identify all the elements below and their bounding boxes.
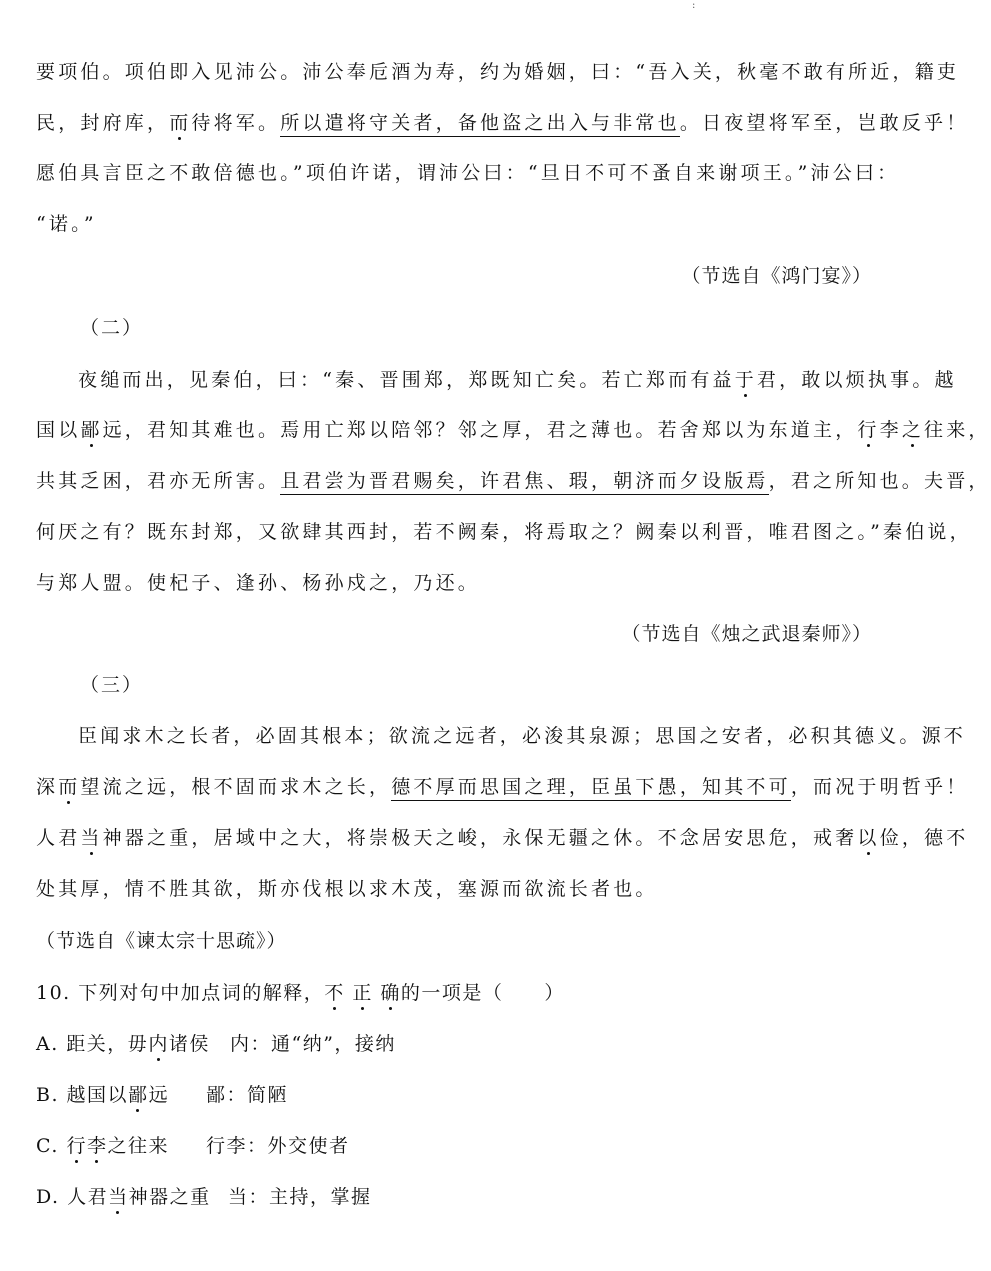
text-segment: 。日夜望将军至，岂敢反乎！ (679, 112, 969, 134)
option-gloss: 内：通“纳”，接纳 (230, 1033, 396, 1055)
dotted-char: 而 (58, 776, 81, 798)
passage2-line2 (36, 418, 991, 442)
text-segment: 的一项是（ ） (400, 982, 565, 1004)
text-segment: 望流之远，根不固而求木之长， (80, 776, 392, 798)
option-d[interactable] (36, 1185, 372, 1209)
passage1-line3: 愿伯具言臣之不敢倍德也。”项伯许诺，谓沛公曰：“旦日不可不蚤自来谢项王。”沛公曰： (36, 162, 900, 184)
text-segment: 国以 (36, 419, 81, 441)
passage3-line4: 处其厚，情不胜其欲，斯亦伐根以求木茂，塞源而欲流长者也。 (36, 878, 658, 900)
underlined-sentence: 德不厚而思国之理，臣虽下愚，知其不可 (391, 776, 791, 801)
text-segment: 10. 下列对句中加点词的解释， (36, 982, 325, 1004)
text-segment: ，君之所知也。夫晋， (768, 470, 991, 492)
dotted-char: 行 (66, 1135, 87, 1157)
option-gloss: 鄙：简陋 (206, 1084, 289, 1106)
dotted-char: 而 (169, 112, 192, 134)
text-segment: 深 (36, 776, 59, 798)
dotted-char: 鄙 (128, 1084, 149, 1106)
dotted-char: 于 (734, 369, 757, 391)
question-stem (36, 981, 565, 1005)
option-text: 远 (148, 1084, 170, 1106)
section-heading: （二） (80, 317, 144, 339)
passage2-line3 (36, 469, 991, 493)
option-gloss: 当：主持，掌握 (228, 1186, 372, 1208)
passage2-line1 (78, 368, 957, 392)
option-gloss: 行李：外交使者 (206, 1135, 350, 1157)
dotted-char: 以 (857, 827, 880, 849)
dotted-char: 之 (901, 419, 925, 441)
underlined-sentence: 所以遣将守关者，备他盗之出入与非常也 (280, 112, 680, 137)
text-segment: 民，封府库， (36, 112, 170, 134)
dotted-char: 内 (148, 1033, 169, 1055)
text-segment: 人君 (36, 827, 81, 849)
text-segment: ，而况于明哲乎！ (790, 776, 969, 798)
source-note: （节选自《鸿门宴》） (681, 265, 872, 287)
dotted-char: 鄙 (80, 419, 103, 441)
passage3-line1: 臣闻求木之长者，必固其根本；欲流之远者，必浚其泉源；思国之安者，必积其德义。源不 (78, 725, 967, 747)
text-segment: 夜缒而出，见秦伯，曰：“秦、晋围郑，郑既知亡矣。若亡郑而有益 (78, 369, 735, 391)
section-heading: （三） (80, 674, 144, 696)
text-segment: 君，敢以烦执事。越 (756, 369, 957, 391)
dotted-char: 李 (86, 1135, 108, 1157)
option-c[interactable] (36, 1134, 350, 1158)
option-text: 诸侯 (168, 1033, 210, 1055)
passage2-line5: 与郑人盟。使杞子、逢孙、杨孙戍之，乃还。 (36, 572, 481, 594)
dotted-char: 当 (80, 827, 103, 849)
passage2-line4: 何厌之有？既东封郑，又欲肆其西封，若不阙秦，将焉取之？阙秦以利晋，唯君图之。”秦伯说， (36, 521, 972, 543)
dotted-char: 正 (352, 982, 373, 1004)
dotted-char: 确 (380, 982, 401, 1004)
option-label: A. 距关，毋 (36, 1033, 149, 1055)
option-label: C. (36, 1135, 67, 1157)
text-segment: 往来， (924, 419, 991, 441)
text-segment: 远，君知其难也。焉用亡郑以陪邻？邻之厚，君之薄也。若舍郑以为东道主， (102, 419, 858, 441)
passage3-line3 (36, 826, 968, 850)
source-note: （节选自《烛之武退秦师》） (621, 623, 872, 645)
text-segment: 神器之重，居域中之大，将崇极天之峻，永保无疆之休。不念居安思危，戒奢 (102, 827, 858, 849)
passage1-line1: 要项伯。项伯即入见沛公。沛公奉卮酒为寿，约为婚姻，曰：“吾入关，秋毫不敢有所近，籍吏 (36, 61, 960, 83)
dotted-char: 当 (108, 1186, 129, 1208)
dotted-char: 不 (324, 982, 345, 1004)
dotted-char: 行 (857, 419, 880, 441)
passage1-line2 (36, 111, 968, 135)
option-text: 之往来 (107, 1135, 169, 1157)
option-b[interactable] (36, 1083, 289, 1107)
option-label: D. 人君 (36, 1186, 109, 1208)
passage3-line2 (36, 775, 968, 799)
option-a[interactable] (36, 1032, 396, 1056)
text-segment: 李 (879, 419, 902, 441)
text-segment: 待将军。 (191, 112, 281, 134)
option-text: 神器之重 (128, 1186, 211, 1208)
passage1-line4: “诺。” (36, 213, 97, 235)
text-segment: 俭，德不 (879, 827, 969, 849)
option-label: B. 越国以 (36, 1084, 129, 1106)
underlined-sentence: 且君尝为晋君赐矣，许君焦、瑕，朝济而夕设版焉 (280, 470, 768, 495)
top-mark: : (692, 0, 696, 11)
source-note: （节选自《谏太宗十思疏》） (36, 930, 287, 952)
text-segment: 共其乏困，君亦无所害。 (36, 470, 281, 492)
